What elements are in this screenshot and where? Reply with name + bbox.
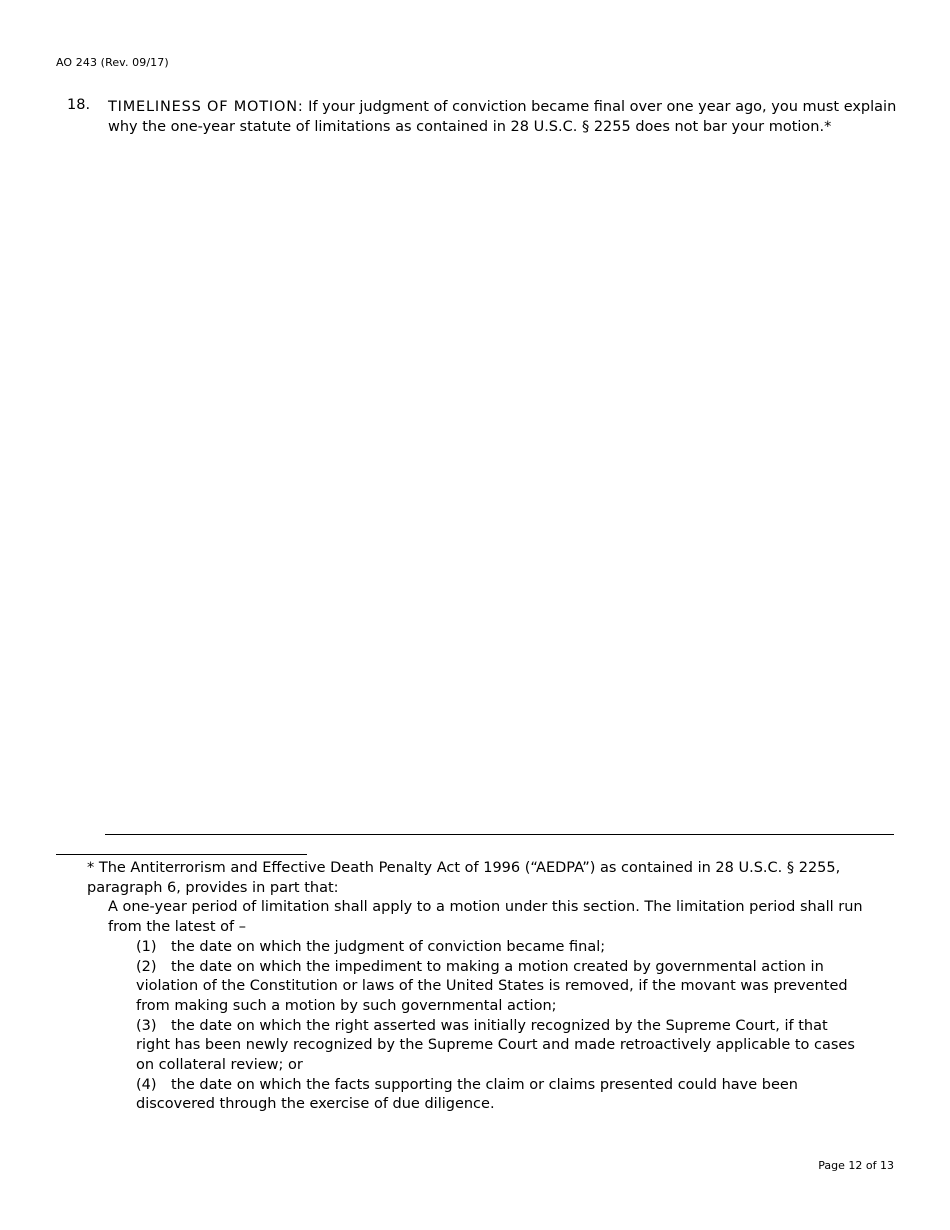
question-body: If your judgment of conviction became final over one year ago, you must explain why the one-year statute of limitations as contained in 28 U.S.C. § 2255 does not bar your motion.* [108,99,897,135]
footnote [87,859,877,1115]
footnote-item [87,938,866,958]
footnote-quoted-text: A one-year period of limitation shall apply to a motion under this section. The limitation period shall run from the latest of – [108,899,863,936]
footnote-item-number: (1) [136,938,157,955]
question-heading: TIMELINESS OF MOTION: [108,99,304,115]
footnote-item [87,958,866,1017]
footnote-item-text: the date on which the facts supporting the claim or claims presented could have been discovered through the exercise of due diligence. [136,1076,798,1113]
footnote-item-text: the date on which the right asserted was initially recognized by the Supreme Court, if that right has been newly recognized by the Supreme Court and made retroactively applicable to cases on collateral review; or [136,1017,855,1074]
footnote-item-text: the date on which the impediment to making a motion created by governmental action in violation of the Constitution or laws of the United States is removed, if the movant was prevented from making such a motion by such governmental action; [136,958,848,1014]
answer-text-area[interactable] [105,145,894,833]
footnote-item-number: (3) [136,1017,157,1034]
footnote-separator [56,854,307,855]
footnote-item-number: (4) [136,1076,157,1093]
form-identifier: AO 243 (Rev. 09/17) [56,56,169,69]
page-number: Page 12 of 13 [818,1159,894,1172]
footnote-item-text: the date on which the judgment of conviction became final; [171,938,606,955]
footnote-intro: * The Antiterrorism and Effective Death Penalty Act of 1996 (“AEDPA”) as contained in 28 U.S.C. § 2255, paragraph 6, provides in part that: [87,860,841,896]
question-number: 18. [67,97,91,113]
footnote-item [87,1076,866,1115]
answer-baseline-rule [105,834,894,835]
question-text-block [108,97,908,137]
footnote-item [87,1017,866,1076]
footnote-item-number: (2) [136,958,157,975]
